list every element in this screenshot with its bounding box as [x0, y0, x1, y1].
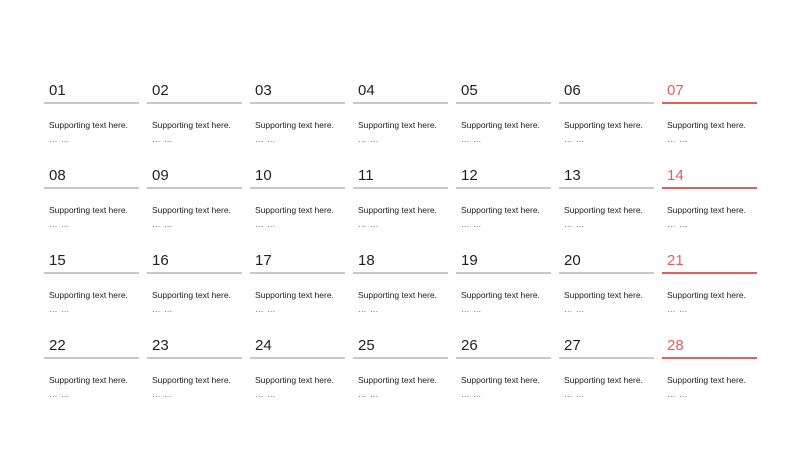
supporting-text: Supporting text here.	[564, 120, 643, 130]
supporting-text: Supporting text here.	[461, 375, 540, 385]
day-number: 13	[564, 167, 581, 184]
day-divider	[250, 357, 345, 359]
more-ellipsis: … …	[564, 304, 585, 314]
supporting-text: Supporting text here.	[461, 120, 540, 130]
day-number: 19	[461, 252, 478, 269]
supporting-text: Supporting text here.	[49, 375, 128, 385]
day-number: 07	[667, 82, 684, 99]
day-number: 09	[152, 167, 169, 184]
day-number: 10	[255, 167, 272, 184]
calendar-day-cell	[44, 165, 139, 250]
calendar-day-cell	[456, 165, 551, 250]
day-number: 15	[49, 252, 66, 269]
calendar-day-cell	[250, 80, 345, 165]
calendar-day-cell	[559, 80, 654, 165]
day-number: 25	[358, 337, 375, 354]
more-ellipsis: … …	[152, 134, 173, 144]
day-divider	[456, 187, 551, 189]
day-divider	[44, 102, 139, 104]
supporting-text: Supporting text here.	[49, 120, 128, 130]
day-divider	[44, 272, 139, 274]
day-divider	[147, 187, 242, 189]
more-ellipsis: … …	[461, 389, 482, 399]
day-divider	[250, 102, 345, 104]
day-divider	[456, 102, 551, 104]
day-divider	[250, 272, 345, 274]
day-number: 20	[564, 252, 581, 269]
more-ellipsis: … …	[564, 219, 585, 229]
more-ellipsis: … …	[255, 219, 276, 229]
more-ellipsis: … …	[152, 304, 173, 314]
day-divider	[559, 357, 654, 359]
supporting-text: Supporting text here.	[358, 120, 437, 130]
more-ellipsis: … …	[564, 389, 585, 399]
calendar-day-cell	[456, 80, 551, 165]
calendar-day-cell	[662, 335, 757, 420]
day-number: 01	[49, 82, 66, 99]
calendar-day-cell	[559, 335, 654, 420]
day-number: 28	[667, 337, 684, 354]
day-number: 06	[564, 82, 581, 99]
calendar-day-cell	[353, 335, 448, 420]
calendar-day-cell	[353, 80, 448, 165]
calendar-day-cell	[147, 80, 242, 165]
more-ellipsis: … …	[358, 134, 379, 144]
more-ellipsis: … …	[49, 134, 70, 144]
supporting-text: Supporting text here.	[564, 205, 643, 215]
day-divider	[250, 187, 345, 189]
more-ellipsis: … …	[667, 304, 688, 314]
day-divider	[353, 102, 448, 104]
more-ellipsis: … …	[667, 134, 688, 144]
more-ellipsis: … …	[358, 219, 379, 229]
day-number: 23	[152, 337, 169, 354]
more-ellipsis: … …	[152, 219, 173, 229]
day-divider	[147, 357, 242, 359]
day-number: 17	[255, 252, 272, 269]
day-number: 12	[461, 167, 478, 184]
supporting-text: Supporting text here.	[152, 205, 231, 215]
day-divider	[147, 272, 242, 274]
calendar-day-cell	[353, 250, 448, 335]
day-number: 03	[255, 82, 272, 99]
supporting-text: Supporting text here.	[564, 290, 643, 300]
supporting-text: Supporting text here.	[667, 290, 746, 300]
calendar-day-cell	[353, 165, 448, 250]
day-divider	[353, 357, 448, 359]
calendar-day-cell	[456, 335, 551, 420]
more-ellipsis: … …	[49, 304, 70, 314]
calendar-day-cell	[147, 165, 242, 250]
day-divider	[662, 187, 757, 189]
more-ellipsis: … …	[255, 304, 276, 314]
day-number: 08	[49, 167, 66, 184]
supporting-text: Supporting text here.	[255, 375, 334, 385]
supporting-text: Supporting text here.	[667, 375, 746, 385]
supporting-text: Supporting text here.	[461, 205, 540, 215]
supporting-text: Supporting text here.	[667, 120, 746, 130]
more-ellipsis: … …	[461, 219, 482, 229]
more-ellipsis: … …	[255, 134, 276, 144]
supporting-text: Supporting text here.	[152, 375, 231, 385]
day-number: 05	[461, 82, 478, 99]
day-number: 02	[152, 82, 169, 99]
day-number: 04	[358, 82, 375, 99]
supporting-text: Supporting text here.	[49, 290, 128, 300]
calendar-day-cell	[662, 250, 757, 335]
calendar-day-cell	[559, 165, 654, 250]
day-number: 24	[255, 337, 272, 354]
day-divider	[662, 102, 757, 104]
day-number: 22	[49, 337, 66, 354]
day-divider	[559, 272, 654, 274]
more-ellipsis: … …	[152, 389, 173, 399]
supporting-text: Supporting text here.	[255, 290, 334, 300]
more-ellipsis: … …	[461, 134, 482, 144]
more-ellipsis: … …	[461, 304, 482, 314]
calendar-day-cell	[662, 80, 757, 165]
calendar-day-cell	[250, 250, 345, 335]
supporting-text: Supporting text here.	[358, 375, 437, 385]
more-ellipsis: … …	[49, 219, 70, 229]
supporting-text: Supporting text here.	[564, 375, 643, 385]
day-divider	[353, 272, 448, 274]
supporting-text: Supporting text here.	[255, 120, 334, 130]
calendar-day-cell	[44, 80, 139, 165]
calendar-day-cell	[147, 335, 242, 420]
supporting-text: Supporting text here.	[49, 205, 128, 215]
day-number: 26	[461, 337, 478, 354]
day-divider	[559, 187, 654, 189]
day-number: 16	[152, 252, 169, 269]
supporting-text: Supporting text here.	[152, 120, 231, 130]
calendar-day-cell	[44, 250, 139, 335]
calendar-day-cell	[44, 335, 139, 420]
day-number: 21	[667, 252, 684, 269]
calendar-day-cell	[250, 165, 345, 250]
more-ellipsis: … …	[564, 134, 585, 144]
supporting-text: Supporting text here.	[358, 205, 437, 215]
day-divider	[456, 357, 551, 359]
more-ellipsis: … …	[358, 304, 379, 314]
more-ellipsis: … …	[358, 389, 379, 399]
supporting-text: Supporting text here.	[152, 290, 231, 300]
calendar-day-cell	[250, 335, 345, 420]
day-number: 27	[564, 337, 581, 354]
supporting-text: Supporting text here.	[667, 205, 746, 215]
supporting-text: Supporting text here.	[358, 290, 437, 300]
day-divider	[662, 357, 757, 359]
day-divider	[456, 272, 551, 274]
supporting-text: Supporting text here.	[255, 205, 334, 215]
day-divider	[44, 187, 139, 189]
day-number: 11	[358, 167, 374, 184]
day-number: 18	[358, 252, 375, 269]
calendar-day-cell	[456, 250, 551, 335]
calendar-day-cell	[559, 250, 654, 335]
day-divider	[147, 102, 242, 104]
calendar-grid	[44, 80, 757, 420]
day-divider	[559, 102, 654, 104]
day-divider	[44, 357, 139, 359]
more-ellipsis: … …	[49, 389, 70, 399]
more-ellipsis: … …	[667, 219, 688, 229]
day-divider	[662, 272, 757, 274]
day-number: 14	[667, 167, 684, 184]
more-ellipsis: … …	[667, 389, 688, 399]
calendar-day-cell	[662, 165, 757, 250]
more-ellipsis: … …	[255, 389, 276, 399]
calendar-day-cell	[147, 250, 242, 335]
day-divider	[353, 187, 448, 189]
supporting-text: Supporting text here.	[461, 290, 540, 300]
